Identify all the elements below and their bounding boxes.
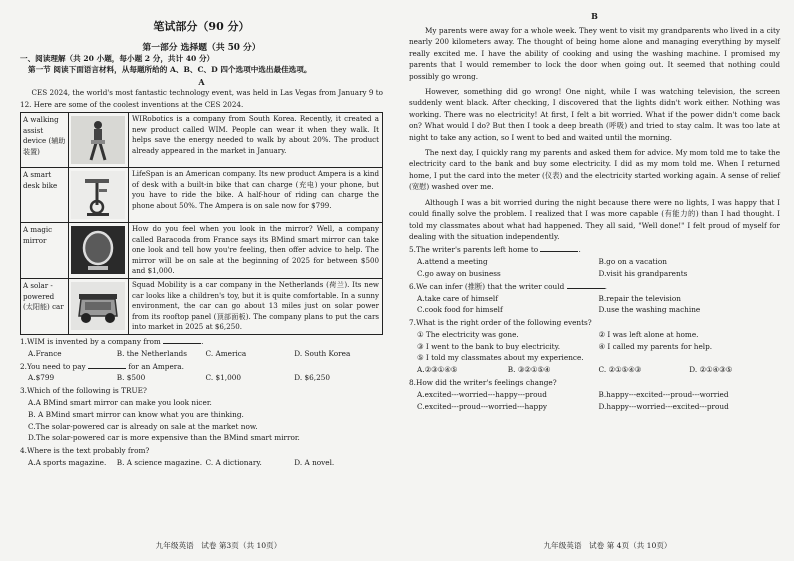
- question-2: 2.You need to pay for an Ampera.: [20, 361, 184, 371]
- table-row: [21, 223, 383, 279]
- option-b[interactable]: B. the Netherlands: [116, 348, 187, 358]
- product-description: LifeSpan is an American company. Its new product Ampera is a kind of desk with a built-in bike that can charge (充电) your phone, but you have to ride the bike. A half-hour of riding can charge the phone about 50%. The Ampera is on sale now for $799.: [129, 168, 383, 223]
- product-name: A smart desk bike: [21, 168, 69, 223]
- product-name: A walking assist device (辅助装置): [21, 113, 69, 168]
- option-b[interactable]: B.happy---excited---proud---worried: [598, 389, 729, 399]
- answer-blank: [540, 244, 578, 252]
- question-4: 4.Where is the text probably from?: [20, 446, 150, 456]
- event-item: ④ I called my parents for help.: [598, 341, 713, 351]
- option-a[interactable]: A.$799: [28, 373, 55, 383]
- answer-blank: [88, 361, 126, 369]
- question-7: 7.What is the right order of the following events?: [409, 318, 592, 328]
- product-description: Squad Mobility is a car company in the Netherlands (荷兰). Its new car looks like a children's toy, but it is quite comfortable. In a sunny environment, the car can go about 13 miles just on solar power from its rooftop panel (顶部面板). The company plans to put the cars into market in 2025 at $6,250.: [129, 278, 383, 334]
- option-a[interactable]: A.take care of himself: [417, 293, 498, 303]
- options-3: [20, 397, 383, 444]
- answer-blank: [567, 281, 605, 289]
- walking-assist-device-icon: [71, 116, 125, 164]
- option-c[interactable]: C. $1,000: [205, 373, 241, 383]
- option-c[interactable]: C. A dictionary.: [205, 457, 262, 467]
- solar-car-icon: [71, 282, 125, 330]
- option-b[interactable]: B.repair the television: [598, 293, 681, 303]
- question-5: 5.The writer's parents left home to .: [409, 245, 581, 255]
- option-b[interactable]: B. A science magazine.: [116, 457, 203, 467]
- option-d[interactable]: D. ②①④③⑤: [689, 365, 733, 375]
- product-name: A solar -powered (太阳能) car: [21, 278, 69, 334]
- option-c[interactable]: C.The solar-powered car is already on sale at the market now.: [28, 421, 258, 431]
- passage-b-paragraph: Although I was a bit worried during the night because there were no lights, I was happy that I could finally solve the problem. I realized that I was more capable (有能力的) than I had thought. I told my classmates about what had happened. They all said, "Well done!" I felt proud of myself for dealing with the situation independently.: [409, 197, 780, 241]
- option-d[interactable]: D. $6,250: [294, 373, 331, 383]
- product-description: WIRobotics is a company from South Korea. Recently, it created a new product called WIM. People can wear it when they walk. It helps save the energy needed to walk by about 20%. The product already appeared in the market in January.: [129, 113, 383, 168]
- question-3: 3.Which of the following is TRUE?: [20, 386, 147, 396]
- question-1: 1.WIM is invented by a company from .: [20, 336, 204, 346]
- option-a[interactable]: A.A sports magazine.: [28, 457, 107, 467]
- passage-b-paragraph: My parents were away for a whole week. They went to visit my grandparents who lived in a city nearly 200 kilometers away. The thought of being home alone and managing everything by myself really excited me. I have the ability of cooking and using the washing machine. I promised my parents that I would remember to lock the door when going out. It seemed that nothing could possibly go wrong.: [409, 26, 780, 81]
- product-name: A magic mirror: [21, 223, 69, 279]
- option-d[interactable]: D.happy---worried---excited---proud: [598, 401, 729, 411]
- events-list: [409, 329, 780, 341]
- option-a[interactable]: A.excited---worried---happy---proud: [417, 389, 547, 399]
- option-b[interactable]: B. ③②①⑤④: [507, 365, 551, 375]
- option-c[interactable]: C.go away on business: [417, 268, 501, 278]
- option-d[interactable]: D. A novel.: [294, 457, 335, 467]
- options-2: [20, 372, 383, 384]
- option-a[interactable]: A.France: [28, 348, 62, 358]
- passage-b-paragraph: The next day, I quickly rang my parents and asked them for advice. My mom told me to take the electricity card to the bank and buy some electricity. I did as my mom told me. When I returned home, I put the card into the meter (仪表) and the electricity started working again. A sense of relief (宽慰) washed over me.: [409, 148, 780, 192]
- options-8: [409, 389, 780, 401]
- passage-label-a: A: [198, 77, 205, 87]
- part-title: 第一部分 选择题（共 50 分）: [142, 43, 261, 53]
- questions-right: [409, 244, 780, 412]
- options-1: [20, 348, 383, 360]
- table-row: [21, 113, 383, 168]
- event-item: ⑤ I told my classmates about my experience.: [417, 353, 584, 363]
- page-footer: 九年级英语 试卷 第 4页（共 10页）: [543, 541, 672, 550]
- page-footer: 九年级英语 试卷 第3页（共 10页）: [155, 541, 282, 550]
- exam-section-title: 笔试部分（90 分）: [153, 20, 250, 33]
- option-b[interactable]: B.go on a vacation: [598, 257, 667, 267]
- table-row: [21, 168, 383, 223]
- section-header: 一、阅读理解（共 20 小题，每小题 2 分，共计 40 分）: [20, 54, 215, 63]
- option-d[interactable]: D.The solar-powered car is more expensive than the BMind smart mirror.: [28, 433, 300, 443]
- magic-mirror-icon: [71, 226, 125, 274]
- question-8: 8.How did the writer's feelings change?: [409, 378, 557, 388]
- option-c[interactable]: C. America: [205, 348, 247, 358]
- section-instruction: 第一节 阅读下面语言材料，从每题所给的 A、B、C、D 四个选项中选出最佳选项。: [28, 65, 312, 74]
- option-c[interactable]: C. ②①⑤④③: [598, 365, 642, 375]
- product-description: How do you feel when you look in the mirror? Well, a company called Baracoda from France says its BMind smart mirror can take one look and tell how you're feeling, then offer advice to help. The mirror will be on sale at the beginning of 2025 for between $500 and $1,000.: [129, 223, 383, 279]
- option-b[interactable]: B. $500: [116, 373, 146, 383]
- option-a[interactable]: A.②③①④⑤: [417, 365, 458, 375]
- event-item: ③ I went to the bank to buy electricity.: [417, 341, 561, 351]
- option-d[interactable]: D.use the washing machine: [598, 305, 701, 315]
- options-7: [409, 364, 780, 376]
- option-a[interactable]: A.A BMind smart mirror can make you look nicer.: [28, 397, 212, 407]
- option-b[interactable]: B. A BMind smart mirror can know what you are thinking.: [28, 409, 244, 419]
- event-item: ① The electricity was gone.: [417, 329, 519, 339]
- passage-a-intro: CES 2024, the world's most fantastic technology event, was held in Las Vegas from January 9 to 12. Here are some of the coolest inventions at the CES 2024.: [20, 88, 383, 109]
- option-d[interactable]: D.visit his grandparents: [598, 268, 688, 278]
- product-table: [20, 112, 383, 335]
- option-d[interactable]: D. South Korea: [294, 348, 351, 358]
- option-c[interactable]: C.excited---proud---worried---happy: [417, 401, 547, 411]
- options-5: [409, 256, 780, 268]
- options-6: [409, 293, 780, 305]
- desk-bike-icon: [71, 171, 125, 219]
- option-c[interactable]: C.cook food for himself: [417, 305, 503, 315]
- questions-left: [20, 336, 383, 469]
- option-a[interactable]: A.attend a meeting: [417, 257, 488, 267]
- passage-label-b: B: [591, 11, 598, 21]
- right-page: [397, 0, 794, 561]
- options-4: [20, 457, 383, 469]
- passage-b-paragraph: However, something did go wrong! One night, while I was watching television, the screen suddenly went black. After checking, I discovered that the lights didn't work either. Nothing was working. There was no electricity! At first, I felt a bit worried. What if the power didn't come back on? What would I do? But then I took a deep breath (呼吸) and tried to stay calm. It was too late at night to take any action, so I went to bed and waited until the morning.: [409, 87, 780, 142]
- event-item: ② I was left alone at home.: [598, 329, 699, 339]
- table-row: [21, 278, 383, 334]
- answer-blank: [163, 336, 201, 344]
- question-6: 6.We can infer (推断) that the writer could .: [409, 281, 607, 291]
